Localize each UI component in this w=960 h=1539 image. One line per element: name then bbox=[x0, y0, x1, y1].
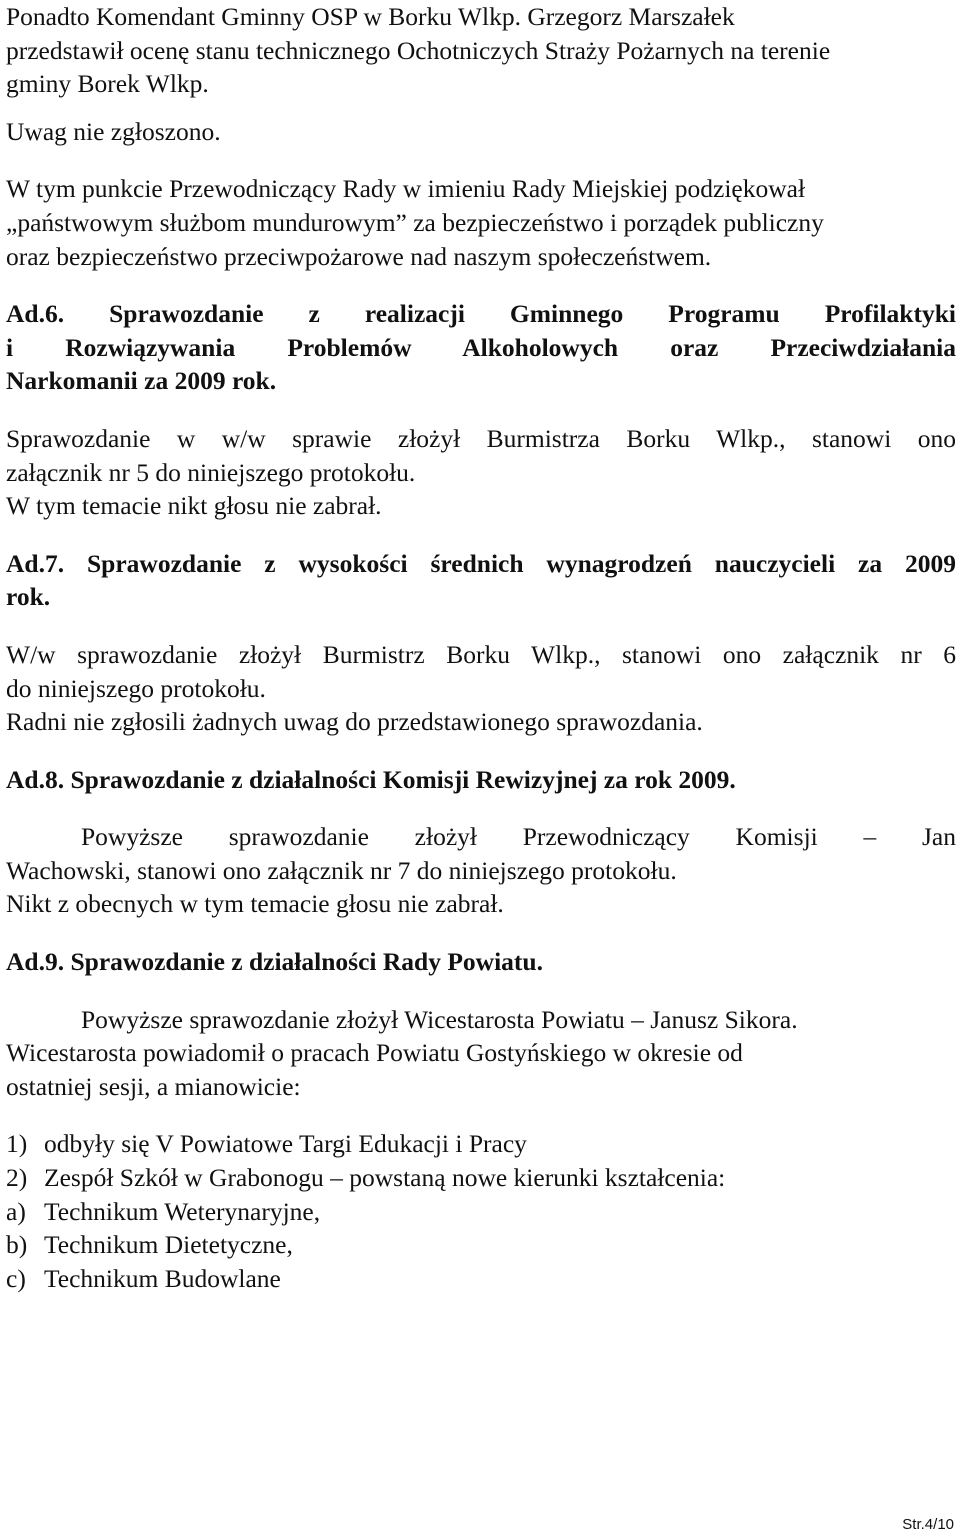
text-line: do niniejszego protokołu. bbox=[6, 673, 266, 703]
heading-line: rok. bbox=[6, 582, 51, 612]
text-line: Wicestarosta powiadomił o pracach Powiatu Gostyńskiego w okresie od bbox=[6, 1038, 743, 1068]
list-item-text: Technikum Dietetyczne, bbox=[44, 1230, 293, 1260]
section-ad7 bbox=[6, 547, 956, 739]
text-line: załącznik nr 5 do niniejszego protokołu. bbox=[6, 457, 416, 487]
paragraph-thanks bbox=[6, 172, 956, 273]
text-line: „państwowym służbom mundurowym” za bezpieczeństwo i porządek publiczny bbox=[6, 207, 824, 237]
section-body bbox=[6, 422, 956, 523]
list-item-text: Technikum Weterynaryjne, bbox=[44, 1196, 321, 1226]
spacer bbox=[6, 614, 956, 638]
section-ad8 bbox=[6, 763, 956, 921]
text-line: gminy Borek Wlkp. bbox=[6, 69, 209, 99]
text-line: W tym punkcie Przewodniczący Rady w imieniu Rady Miejskiej podziękował bbox=[6, 174, 806, 204]
spacer bbox=[6, 979, 956, 1003]
list-item bbox=[6, 1195, 956, 1229]
spacer bbox=[6, 739, 956, 763]
list-marker: 1) bbox=[6, 1129, 28, 1159]
spacer bbox=[6, 398, 956, 422]
text-line: Uwag nie zgłoszono. bbox=[6, 116, 221, 146]
list-marker: a) bbox=[6, 1196, 26, 1226]
spacer bbox=[6, 1103, 956, 1127]
text-line: Nikt z obecnych w tym temacie głosu nie zabrał. bbox=[6, 889, 504, 919]
section-ad6 bbox=[6, 297, 956, 523]
section-ad9 bbox=[6, 945, 956, 1295]
spacer bbox=[6, 101, 956, 115]
list-marker: c) bbox=[6, 1263, 26, 1293]
list-item-text: Zespół Szkół w Grabonogu – powstaną nowe kierunki kształcenia: bbox=[44, 1163, 726, 1193]
list-item bbox=[6, 1262, 956, 1296]
section-heading bbox=[6, 763, 956, 797]
heading-line: Ad.7. Sprawozdanie z wysokości średnich wynagrodzeń nauczycieli za 2009 bbox=[6, 548, 956, 578]
text-line: W tym temacie nikt głosu nie zabrał. bbox=[6, 491, 382, 521]
page-number: Str.4/10 bbox=[902, 1516, 954, 1533]
heading-line: Ad.9. Sprawozdanie z działalności Rady Powiatu. bbox=[6, 947, 543, 977]
text-line: Wachowski, stanowi ono załącznik nr 7 do niniejszego protokołu. bbox=[6, 855, 677, 885]
section-heading bbox=[6, 547, 956, 614]
list-marker: 2) bbox=[6, 1163, 28, 1193]
text-line: oraz bezpieczeństwo przeciwpożarowe nad naszym społeczeństwem. bbox=[6, 241, 712, 271]
section-heading bbox=[6, 297, 956, 398]
paragraph-no-remarks bbox=[6, 115, 956, 149]
heading-line: Ad.6. Sprawozdanie z realizacji Gminnego Programu Profilaktyki bbox=[6, 299, 956, 329]
section-body bbox=[6, 1003, 956, 1104]
section-heading bbox=[6, 945, 956, 979]
list-item-text: odbyły się V Powiatowe Targi Edukacji i Pracy bbox=[44, 1129, 527, 1159]
list-item bbox=[6, 1127, 956, 1161]
text-line: Powyższe sprawozdanie złożył Wicestarosta Powiatu – Janusz Sikora. bbox=[81, 1004, 798, 1034]
section-body bbox=[6, 638, 956, 739]
heading-line: Ad.8. Sprawozdanie z działalności Komisji Rewizyjnej za rok 2009. bbox=[6, 764, 736, 794]
text-line: Powyższe sprawozdanie złożył Przewodniczący Komisji – Jan bbox=[81, 822, 956, 852]
text-line: ostatniej sesji, a mianowicie: bbox=[6, 1071, 301, 1101]
text-line: przedstawił ocenę stanu technicznego Ochotniczych Straży Pożarnych na terenie bbox=[6, 35, 831, 65]
paragraph-osp-assessment bbox=[6, 0, 956, 101]
section-body bbox=[6, 820, 956, 921]
spacer bbox=[6, 273, 956, 297]
spacer bbox=[6, 921, 956, 945]
list-item bbox=[6, 1228, 956, 1262]
text-line: Ponadto Komendant Gminny OSP w Borku Wlkp. Grzegorz Marszałek bbox=[6, 2, 735, 31]
list-item-text: Technikum Budowlane bbox=[44, 1263, 281, 1293]
heading-line: i Rozwiązywania Problemów Alkoholowych oraz Przeciwdziałania bbox=[6, 332, 956, 362]
document-page bbox=[6, 0, 956, 1295]
heading-line: Narkomanii za 2009 rok. bbox=[6, 366, 277, 396]
spacer bbox=[6, 523, 956, 547]
text-line: Sprawozdanie w w/w sprawie złożył Burmistrza Borku Wlkp., stanowi ono bbox=[6, 423, 956, 453]
spacer bbox=[6, 796, 956, 820]
list-marker: b) bbox=[6, 1230, 28, 1260]
text-line: W/w sprawozdanie złożył Burmistrz Borku Wlkp., stanowi ono załącznik nr 6 bbox=[6, 639, 956, 669]
report-list bbox=[6, 1127, 956, 1295]
text-line: Radni nie zgłosili żadnych uwag do przedstawionego sprawozdania. bbox=[6, 707, 703, 737]
spacer bbox=[6, 148, 956, 172]
list-item bbox=[6, 1161, 956, 1195]
